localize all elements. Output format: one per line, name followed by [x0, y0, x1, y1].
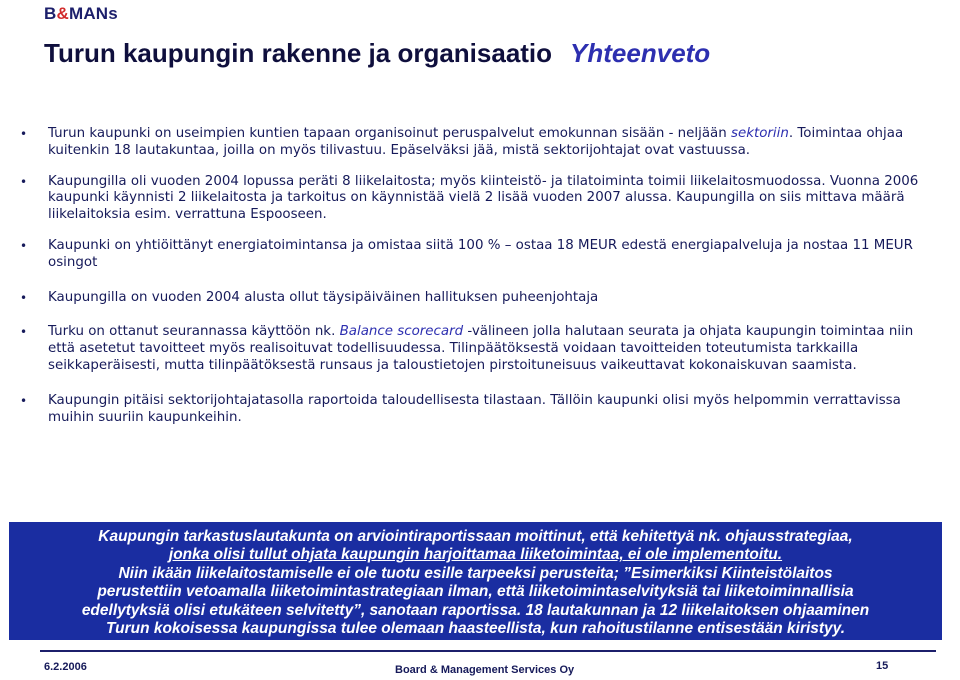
bullet-text: -välineen jolla halutaan seurata ja ohjata kaupungin toimintaa niin että asetetut tavoitteet myös realisoituvat todellisuudessa. Tilinpäätöksestä voidaan tavoitteiden toteutumista tarkkailla seikkaperäisesti, mutta tilinpäätöksestä runsaus ja taloustietojen pirstoituneisuus vaikeuttavat kokonaiskuvan saamista. — [48, 324, 914, 373]
bullet-item — [20, 290, 920, 307]
footer-company: Board & Management Services Oy — [395, 664, 575, 676]
bullet-text: Kaupungilla on vuoden 2004 alusta ollut täysipäiväinen hallituksen puheenjohtaja — [48, 289, 599, 305]
footer-date: 6.2.2006 — [44, 661, 87, 673]
bullet-text: Turku on ottanut seurannassa käyttöön nk. — [48, 324, 340, 340]
summary-line: edellytyksiä olisi etukäteen selvitetty”, sanotaan raportissa. 18 lautakunnan ja 12 liikelaitoksen ohjaaminen — [81, 601, 870, 619]
bullet-text: Kaupungilla oli vuoden 2004 lopussa peräti 8 liikelaitosta; myös kiinteistö- ja tilatoiminta toimii liikelaitosmuodossa. Vuonna 2006 kaupunki käynnisti 2 liikelaitosta ja tarkoitus on käynnistää vielä 2 lisää vuoden 2007 alussa. Kaupungilla on siis mittava määrä liikelaitoksia esim. verrattuna Espooseen. — [48, 173, 919, 223]
bullet-accent: Balance scorecard — [339, 324, 464, 340]
bullet-text: . Toimintaa ohjaa kuitenkin 18 lautakuntaa, joilla on myös tilivastuu. Epäselväksi jää, mistä sektorijohtajat ovat vastuussa. — [48, 126, 904, 158]
bullet-item — [20, 324, 920, 374]
title-main: Turun kaupungin rakenne ja organisaatio — [44, 38, 553, 68]
bullet-dot-icon: • — [20, 290, 28, 305]
logo-amp: & — [56, 4, 69, 23]
bullet-item — [20, 393, 920, 427]
summary-line: Kaupungin tarkastuslautakunta on arviointiraportissaan moittinut, että kehitettyä nk. ohjausstrategiaa, — [98, 528, 853, 545]
summary-line: jonka olisi tullut ohjata kaupungin harjoittamaa liiketoimintaa, ei ole implementoitu. — [168, 546, 783, 564]
footer-divider — [40, 650, 936, 652]
bullet-dot-icon: • — [20, 127, 28, 141]
bullet-item — [20, 238, 920, 272]
bullet-dot-icon: • — [20, 393, 28, 408]
bullet-dot-icon: • — [20, 238, 28, 253]
summary-line: Niin ikään liikelaitostamiselle ei ole tuotu esille tarpeeksi perusteita; ”Esimerkiksi Kiinteistölaitos — [118, 564, 833, 582]
bullet-item — [20, 174, 920, 224]
title-sub: Yhteenveto — [570, 38, 711, 68]
logo-part2: MANs — [68, 4, 118, 23]
bullet-text: Kaupungin pitäisi sektorijohtajatasolla raportoida taloudellisesta tilastaan. Tällöin kaupunki olisi myös helpommin verrattavissa muihin suuriin kaupunkeihin. — [48, 392, 901, 425]
bullet-dot-icon: • — [20, 325, 28, 340]
bullet-item — [20, 126, 920, 160]
summary-line: Turun kokoisessa kaupungissa tulee olemaan haasteellista, kun rahoitustilanne entisestään kiristyy. — [105, 620, 846, 638]
page-title — [44, 38, 944, 69]
logo-part1: B — [44, 4, 57, 23]
bullet-text: Turun kaupunki on useimpien kuntien tapaan organisoinut peruspalvelut emokunnan sisään - neljään — [48, 126, 731, 141]
bullet-accent: sektoriin — [731, 126, 789, 141]
summary-line: perustettiin vetoamalla liiketoimintastrategiaan ilman, että liiketoimintaselvityksiä tai liiketoiminnallisia — [97, 583, 854, 601]
bullet-dot-icon: • — [20, 174, 28, 189]
page-number: 15 — [876, 660, 889, 672]
summary-box — [9, 522, 942, 640]
bullet-list — [20, 126, 920, 426]
bullet-text: Kaupunki on yhtiöittänyt energiatoimintansa ja omistaa siitä 100 % – ostaa 18 MEUR edestä energiapalveluja ja nostaa 11 MEUR osingot — [48, 237, 913, 270]
company-logo — [44, 4, 118, 24]
